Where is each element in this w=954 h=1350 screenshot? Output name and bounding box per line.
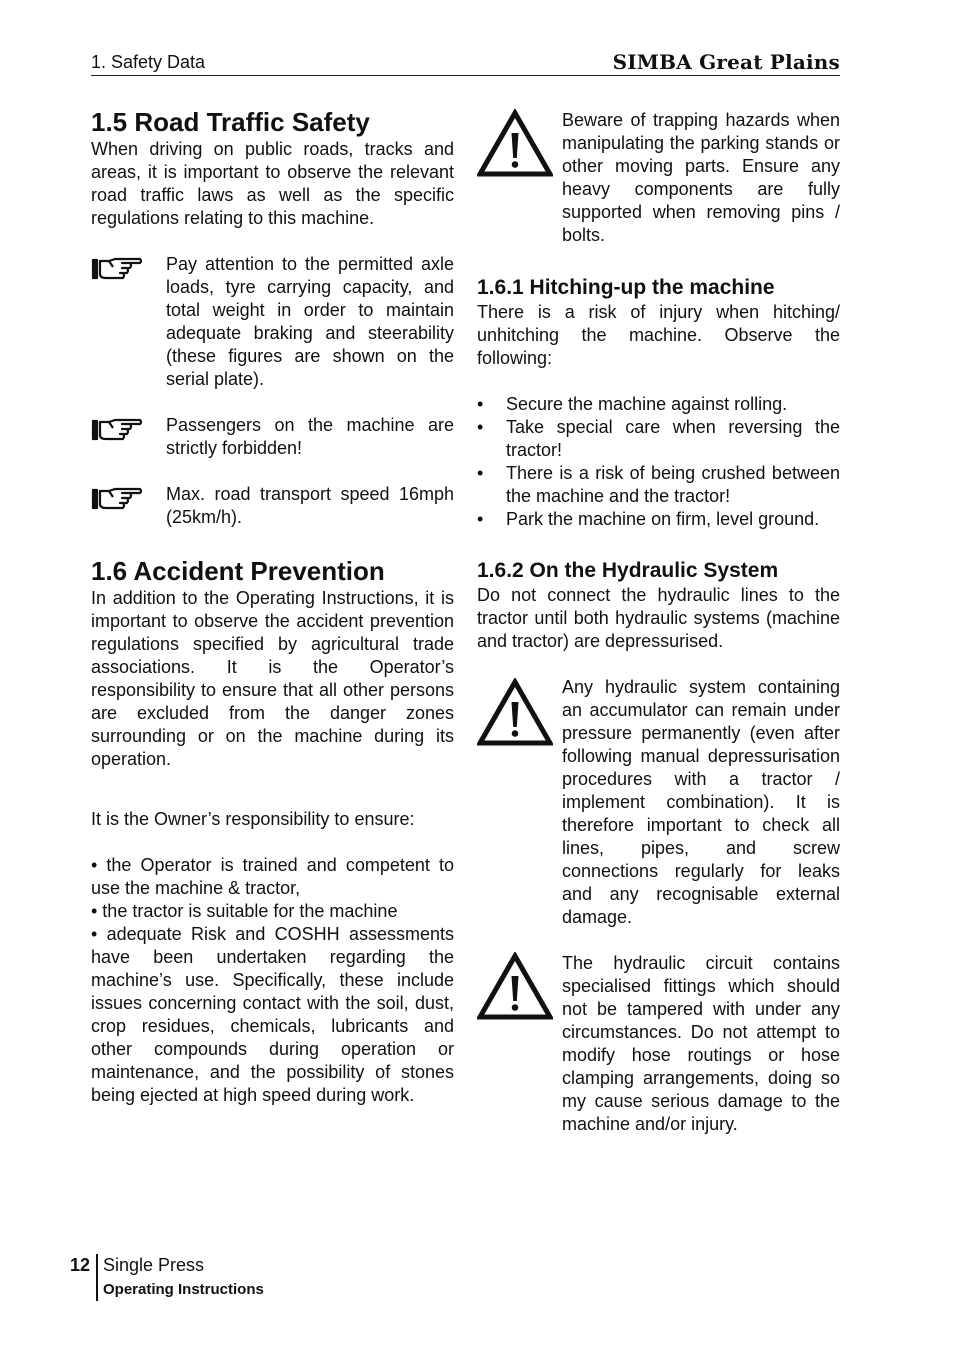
warning-triangle-icon: [477, 109, 562, 182]
pointing-hand-icon: [91, 483, 166, 517]
footer-product-title: Single Press: [103, 1255, 205, 1275]
warning-triangle-icon: [477, 952, 562, 1025]
note-passengers: [91, 414, 454, 460]
responsibility-list: [91, 854, 454, 1107]
pointing-hand-icon: [91, 253, 166, 287]
header-rule: [91, 75, 840, 76]
footer-divider: [96, 1254, 98, 1301]
responsibility-item: • the tractor is suitable for the machine: [91, 901, 398, 921]
responsibility-item: • adequate Risk and COSHH assessments have been undertaken regarding the machine’s use. Specifically, these include issues concerning contact with the soil, dust, crop residues, chemicals, lubricants and other compounds during operation or maintenance, and the possibility of stones being ejected at high speed during work.: [91, 924, 454, 1105]
hitching-bullet: • Park the machine on firm, level ground.: [477, 508, 840, 531]
owner-responsibility: It is the Owner’s responsibility to ensure:: [91, 809, 415, 829]
heading-road-traffic-safety: 1.5 Road Traffic Safety: [91, 107, 370, 137]
note-passengers-text: Passengers on the machine are strictly forbidden!: [166, 415, 454, 458]
page-number: 12: [70, 1255, 91, 1275]
note-max-speed-text: Max. road transport speed 16mph (25km/h).: [166, 484, 454, 527]
heading-accident-prevention: 1.6 Accident Prevention: [91, 556, 385, 586]
responsibility-item: • the Operator is trained and competent to use the machine & tractor,: [91, 855, 454, 898]
note-max-speed: [91, 483, 454, 529]
hitching-intro: There is a risk of injury when hitching/ unhitching the machine. Observe the following:: [477, 302, 840, 368]
hitching-bullet: • There is a risk of being crushed between the machine and the tractor!: [477, 462, 840, 508]
warning-hydraulic-fittings-text: The hydraulic circuit contains specialised fittings which should not be tampered with under any circumstances. Do not attempt to modify hose routings or hose clamping arrangements, doing so my cause serious damage to the machine and/or injury.: [562, 953, 840, 1134]
warning-accumulator: [477, 676, 840, 929]
brand-logo-text: SIMBA Great Plains: [612, 50, 840, 74]
note-axle-loads: [91, 253, 454, 391]
footer-subtitle: Operating Instructions: [103, 1281, 264, 1298]
hitching-bullet: • Secure the machine against rolling.: [477, 393, 840, 416]
hitching-bullet-list: [477, 393, 840, 531]
hitching-bullet: • Take special care when reversing the tractor!: [477, 416, 840, 462]
accident-prevention-text: In addition to the Operating Instructions, it is important to observe the accident prevention regulations specified by agricultural trade associations. It is the Operator’s responsibility to ensure that all other persons are excluded from the danger zones surrounding or on the machine during its operation.: [91, 588, 454, 769]
right-column: [477, 106, 840, 1136]
warning-trapping-hazards: [477, 109, 840, 247]
heading-hitching-up: 1.6.1 Hitching-up the machine: [477, 276, 775, 299]
warning-trapping-hazards-text: Beware of trapping hazards when manipulating the parking stands or other moving parts. Ensure any heavy components are fully supported when removing pins / bolts.: [562, 110, 840, 245]
note-axle-loads-text: Pay attention to the permitted axle loads, tyre carrying capacity, and total weight in order to maintain adequate braking and steerability (these figures are shown on the serial plate).: [166, 254, 454, 389]
warning-accumulator-text: Any hydraulic system containing an accumulator can remain under pressure permanently (even after following manual depressurisation procedures with a tractor / implement combination). It is therefore important to check all lines, pipes, and screw connections regularly for leaks and any recognisable external damage.: [562, 677, 840, 927]
warning-hydraulic-fittings: [477, 952, 840, 1136]
road-traffic-intro: When driving on public roads, tracks and areas, it is important to observe the relevant road traffic laws as well as the specific regulations relating to this machine.: [91, 139, 454, 228]
left-column: [91, 106, 454, 1107]
heading-hydraulic-system: 1.6.2 On the Hydraulic System: [477, 559, 779, 582]
pointing-hand-icon: [91, 414, 166, 448]
warning-triangle-icon: [477, 676, 562, 751]
running-header-section: 1. Safety Data: [91, 52, 206, 72]
hydraulic-intro: Do not connect the hydraulic lines to the tractor until both hydraulic systems (machine and tractor) are depressurised.: [477, 585, 840, 651]
